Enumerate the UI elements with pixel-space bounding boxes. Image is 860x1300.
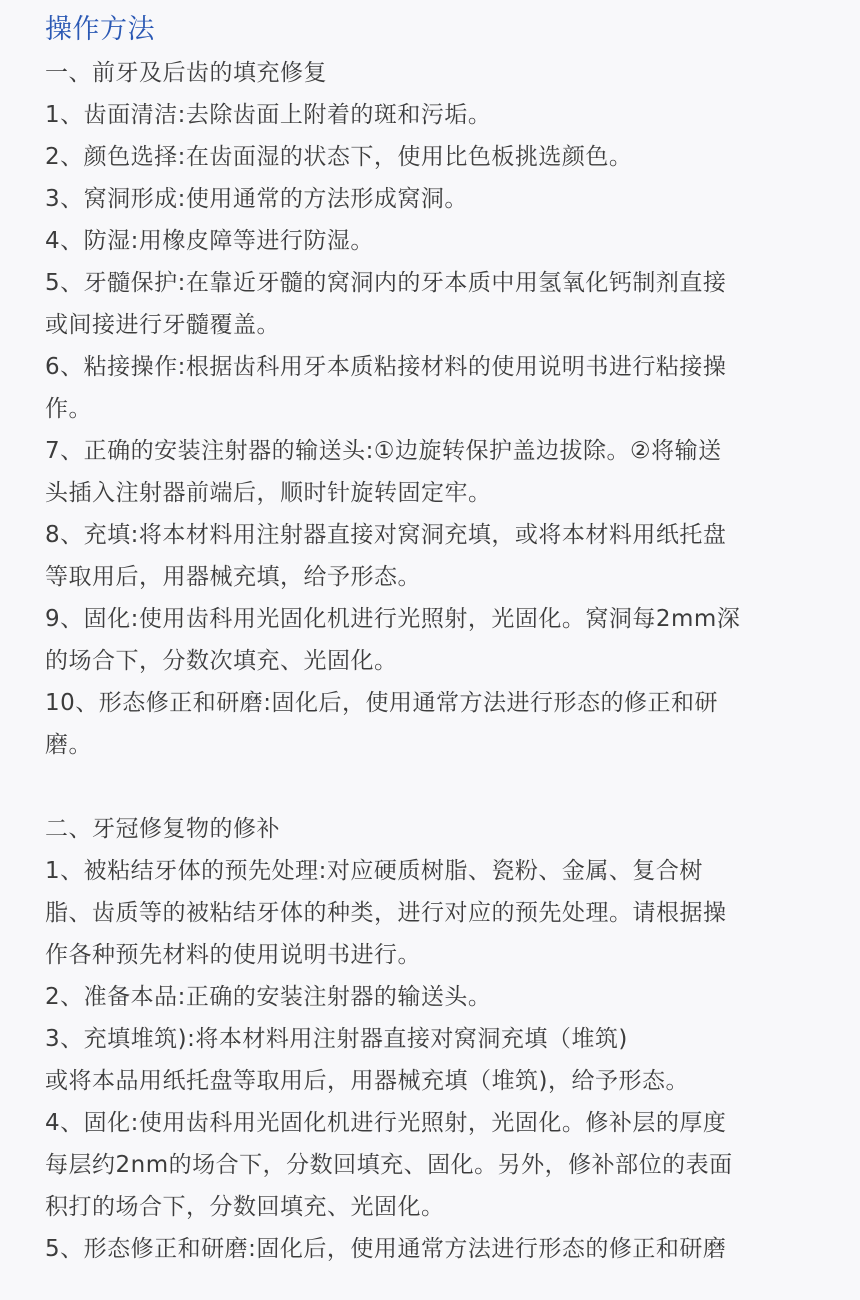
text-line: 积打的场合下，分数回填充、光固化。 [45, 1194, 445, 1220]
text-line: 作。 [45, 396, 92, 422]
page-title: 操作方法 [45, 14, 155, 45]
text-line: 1、被粘结牙体的预先处理:对应硬质树脂、瓷粉、金属、复合树 [45, 858, 703, 884]
text-line: 或间接进行牙髓覆盖。 [45, 312, 280, 338]
text-line: 2、颜色选择:在齿面湿的状态下，使用比色板挑选颜色。 [45, 144, 633, 170]
text-line: 7、正确的安装注射器的输送头:①边旋转保护盖边拔除。②将输送 [45, 438, 722, 464]
text-line: 每层约2nm的场合下，分数回填充、固化。另外，修补部位的表面 [45, 1152, 733, 1178]
text-line: 3、充填堆筑):将本材料用注射器直接对窝洞充填（堆筑) [45, 1026, 628, 1052]
instructions-document [45, 10, 815, 1270]
text-line: 5、牙髓保护:在靠近牙髓的窝洞内的牙本质中用氢氧化钙制剂直接 [45, 270, 727, 296]
section-front-rear-teeth-filling [45, 52, 815, 766]
section-spacer [45, 766, 815, 808]
text-line: 2、准备本品:正确的安装注射器的输送头。 [45, 984, 492, 1010]
text-line: 4、防湿:用橡皮障等进行防湿。 [45, 228, 374, 254]
section-heading: 一、前牙及后齿的填充修复 [45, 60, 327, 86]
section-crown-restoration-repair [45, 808, 815, 1270]
section-heading: 二、牙冠修复物的修补 [45, 816, 280, 842]
text-line: 磨。 [45, 732, 92, 758]
text-line: 等取用后，用器械充填，给予形态。 [45, 564, 421, 590]
text-line: 的场合下，分数次填充、光固化。 [45, 648, 398, 674]
text-line: 作各种预先材料的使用说明书进行。 [45, 942, 421, 968]
text-line: 头插入注射器前端后，顺时针旋转固定牢。 [45, 480, 492, 506]
text-line: 6、粘接操作:根据齿科用牙本质粘接材料的使用说明书进行粘接操 [45, 354, 727, 380]
text-line: 9、固化:使用齿科用光固化机进行光照射，光固化。窝洞每2mm深 [45, 606, 741, 632]
text-line: 8、充填:将本材料用注射器直接对窝洞充填，或将本材料用纸托盘 [45, 522, 727, 548]
text-line: 1、齿面清洁:去除齿面上附着的斑和污垢。 [45, 102, 492, 128]
text-line: 10、形态修正和研磨:固化后，使用通常方法进行形态的修正和研 [45, 690, 719, 716]
text-line: 5、形态修正和研磨:固化后，使用通常方法进行形态的修正和研磨 [45, 1236, 727, 1262]
text-line: 或将本品用纸托盘等取用后，用器械充填（堆筑)，给予形态。 [45, 1068, 689, 1094]
text-line: 脂、齿质等的被粘结牙体的种类，进行对应的预先处理。请根据操 [45, 900, 727, 926]
text-line: 4、固化:使用齿科用光固化机进行光照射，光固化。修补层的厚度 [45, 1110, 727, 1136]
text-line: 3、窝洞形成:使用通常的方法形成窝洞。 [45, 186, 468, 212]
